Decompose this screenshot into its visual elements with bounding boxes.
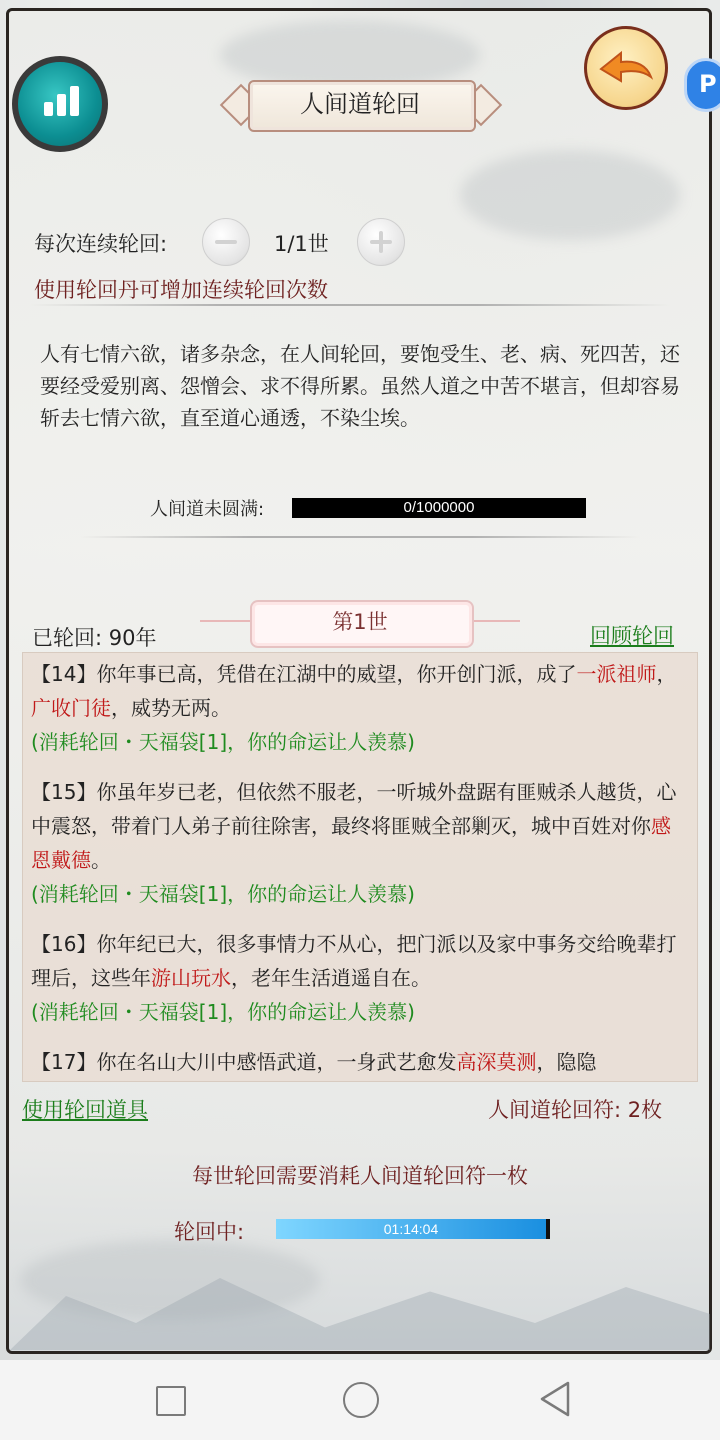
reincarnation-log[interactable] xyxy=(22,652,698,1082)
progress-label: 人间道未圆满: xyxy=(150,499,265,520)
log-entry xyxy=(23,923,697,1041)
divider xyxy=(80,536,640,538)
entry-text: 。 xyxy=(91,848,111,872)
corner-badge[interactable]: P xyxy=(684,58,720,112)
title-plate xyxy=(224,80,496,132)
highlight-text: 游山玩水 xyxy=(151,966,231,990)
entry-number: 【14】 xyxy=(31,662,97,686)
description-text: 人有七情六欲，诸多杂念，在人间轮回，要饱受生、老、病、死四苦，还要经受爱别离、怨憎会、求不得所累。虽然人道之中苦不堪言，但却容易斩去七情六欲，直至道心通透，不染尘埃。 xyxy=(40,342,680,430)
plus-button[interactable] xyxy=(357,218,405,266)
minus-button[interactable] xyxy=(202,218,250,266)
entry-text: ， xyxy=(656,662,677,686)
nav-recent-icon[interactable] xyxy=(156,1386,186,1416)
entry-text: 你在名山大川中感悟武道，一身武艺愈发 xyxy=(96,1050,457,1074)
back-button[interactable] xyxy=(584,26,668,110)
entry-text: ，老年生活逍遥自在。 xyxy=(231,966,431,990)
page-title: 人间道轮回 xyxy=(300,90,420,118)
entry-cost: (消耗轮回・天福袋[1]，你的命运让人羡慕) xyxy=(31,882,415,906)
highlight-text: 高深莫测 xyxy=(456,1050,537,1074)
entry-number: 【15】 xyxy=(31,780,97,804)
entry-text: 你年纪已大，很多事情力不从心，把门派以及家中事务交给晚辈打理后，这些年 xyxy=(31,932,677,990)
entry-number: 【17】 xyxy=(31,1050,97,1074)
entry-cost: (消耗轮回・天福袋[1]，你的命运让人羡慕) xyxy=(31,730,415,754)
entry-text: 你年事已高，凭借在江湖中的威望，你开创门派，成了 xyxy=(96,662,577,686)
highlight-text: 广收门徒 xyxy=(31,696,111,720)
entry-cost: (消耗轮回・天福袋[1]，你的命运让人羡慕) xyxy=(31,1000,415,1024)
progress-bar: 0/1000000 xyxy=(292,498,586,518)
review-link[interactable]: 回顾轮回 xyxy=(590,624,674,648)
hint-text: 使用轮回丹可增加连续轮回次数 xyxy=(34,278,328,302)
nav-back-icon[interactable] xyxy=(538,1380,572,1418)
entry-text: ，隐隐 xyxy=(536,1050,597,1074)
log-entry xyxy=(23,1041,697,1082)
use-item-link[interactable]: 使用轮回道具 xyxy=(22,1098,148,1122)
stats-button[interactable] xyxy=(12,56,108,152)
generation-plate xyxy=(240,600,480,646)
log-entry xyxy=(23,771,697,923)
elapsed-years: 已轮回: 90年 xyxy=(32,626,157,650)
minus-icon xyxy=(215,240,237,244)
entry-text: 你虽年岁已老，但依然不服老，一听城外盘踞有匪贼杀人越货，心中震怒，带着门人弟子前往除害，最终将匪贼全部剿灭，城中百姓对你 xyxy=(31,780,677,838)
divider xyxy=(30,304,670,306)
timer-bar: 01:14:04 xyxy=(276,1219,550,1239)
talisman-count: 人间道轮回符: 2枚 xyxy=(488,1098,663,1122)
cost-note: 每世轮回需要消耗人间道轮回符一枚 xyxy=(192,1164,528,1188)
highlight-text: 感恩戴德 xyxy=(31,814,671,872)
back-arrow-icon xyxy=(587,29,665,107)
nav-home-icon[interactable] xyxy=(343,1382,379,1418)
highlight-text: 一派祖师 xyxy=(576,662,657,686)
entry-number: 【16】 xyxy=(31,932,97,956)
entry-text: ，威势无两。 xyxy=(111,696,231,720)
status-label: 轮回中: xyxy=(174,1220,245,1244)
log-entry xyxy=(23,653,697,771)
generation-title: 第1世 xyxy=(332,610,388,634)
continuous-label: 每次连续轮回: xyxy=(34,232,168,256)
cloud-decoration xyxy=(460,150,680,240)
count-value: 1/1世 xyxy=(274,232,329,256)
